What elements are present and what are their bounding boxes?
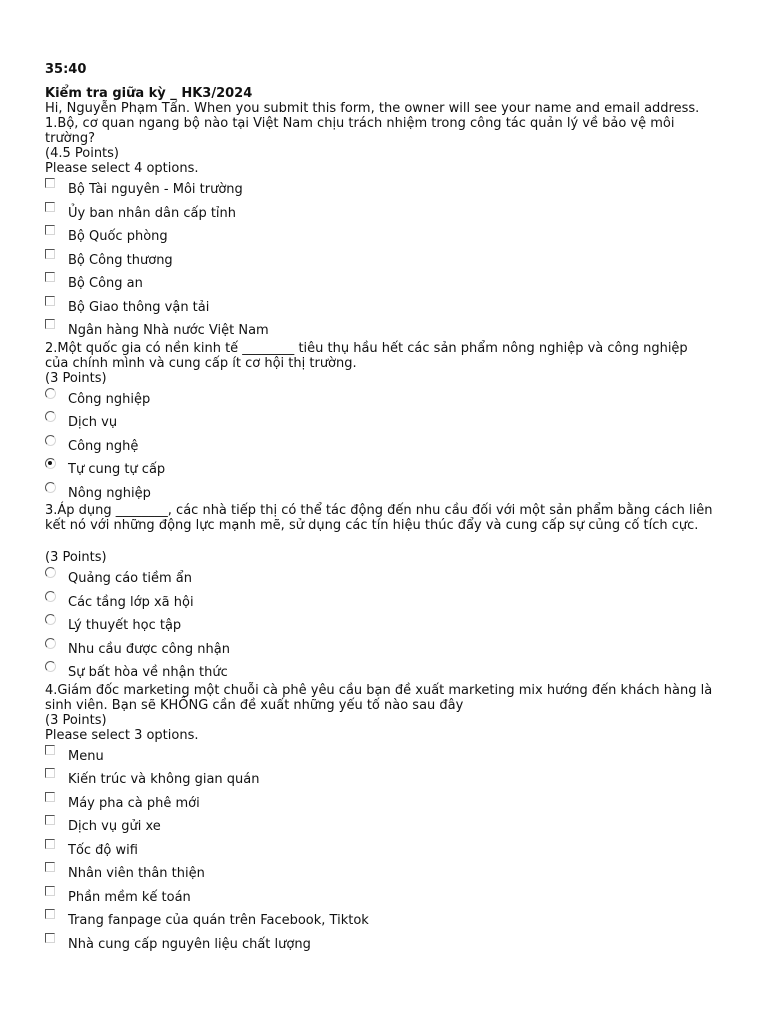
checkbox[interactable] — [45, 862, 55, 872]
radio-button[interactable] — [45, 591, 56, 602]
option-radio[interactable] — [45, 612, 745, 636]
option-label: Công nghiệp — [68, 391, 151, 407]
checkbox[interactable] — [45, 178, 55, 188]
question-points: (3 Points) — [45, 370, 107, 386]
option-radio[interactable] — [45, 659, 745, 683]
option-label: Bộ Giao thông vận tải — [68, 299, 210, 315]
question-points: (3 Points) — [45, 550, 107, 565]
radio-button[interactable] — [45, 411, 56, 422]
question-text-cont: kết nó với những động lực mạnh mẽ, sử dụng các tín hiệu thúc đẩy và cung cấp sự củng cố tích cực. — [45, 518, 699, 533]
question-4 — [45, 683, 745, 955]
option-label: Công nghệ — [68, 438, 139, 454]
option-label: Nhu cầu được công nhận — [68, 641, 230, 657]
option-label: Bộ Tài nguyên - Môi trường — [68, 182, 243, 197]
checkbox[interactable] — [45, 296, 55, 306]
option-label: Máy pha cà phê mới — [68, 795, 200, 811]
option-label: Menu — [68, 748, 104, 764]
option-radio[interactable] — [45, 636, 745, 660]
question-text: 1.Bộ, cơ quan ngang bộ nào tại Việt Nam chịu trách nhiệm trong công tác quản lý về bảo vệ môi — [45, 116, 675, 131]
question-2 — [45, 341, 745, 504]
option-checkbox[interactable] — [45, 884, 745, 908]
radio-button[interactable] — [45, 638, 56, 649]
option-label: Nhân viên thân thiện — [68, 866, 205, 881]
option-radio[interactable] — [45, 433, 745, 457]
checkbox[interactable] — [45, 839, 55, 849]
option-label: Bộ Quốc phòng — [68, 229, 168, 244]
question-1 — [45, 116, 745, 341]
radio-button[interactable] — [45, 482, 56, 493]
checkbox[interactable] — [45, 886, 55, 896]
question-3 — [45, 503, 745, 683]
option-radio[interactable] — [45, 480, 745, 504]
form-title: Kiểm tra giữa kỳ _ HK3/2024 — [45, 86, 253, 101]
option-checkbox[interactable] — [45, 270, 745, 294]
question-points: (4.5 Points) — [45, 146, 120, 161]
option-checkbox[interactable] — [45, 860, 745, 884]
checkbox[interactable] — [45, 319, 55, 329]
radio-button[interactable] — [45, 435, 56, 446]
checkbox[interactable] — [45, 272, 55, 282]
radio-button[interactable] — [45, 567, 56, 578]
option-checkbox[interactable] — [45, 200, 745, 224]
question-text-cont: trường? — [45, 131, 96, 146]
checkbox[interactable] — [45, 745, 55, 755]
option-label: Nhà cung cấp nguyên liệu chất lượng — [68, 936, 311, 952]
question-text-cont: của chính mình và cung cấp ít cơ hội thị trường. — [45, 355, 357, 371]
option-label: Tự cung tự cấp — [68, 462, 166, 477]
option-label: Các tầng lớp xã hội — [68, 594, 194, 610]
option-label: Bộ Công an — [68, 276, 143, 291]
option-label: Ủy ban nhân dân cấp tỉnh — [68, 205, 237, 221]
checkbox[interactable] — [45, 249, 55, 259]
question-text: 4.Giám đốc marketing một chuỗi cà phê yêu cầu bạn đề xuất marketing mix hướng đến khách hàng là — [45, 682, 713, 698]
option-checkbox[interactable] — [45, 813, 745, 837]
checkbox[interactable] — [45, 792, 55, 802]
question-points: (3 Points) — [45, 712, 107, 728]
option-checkbox[interactable] — [45, 790, 745, 814]
option-radio[interactable] — [45, 456, 745, 480]
option-checkbox[interactable] — [45, 317, 745, 341]
option-label: Tốc độ wifi — [68, 842, 138, 858]
option-radio[interactable] — [45, 589, 745, 613]
option-label: Trang fanpage của quán trên Facebook, Tiktok — [68, 913, 369, 928]
option-radio[interactable] — [45, 409, 745, 433]
option-checkbox[interactable] — [45, 766, 745, 790]
option-radio[interactable] — [45, 565, 745, 589]
option-checkbox[interactable] — [45, 223, 745, 247]
option-label: Quảng cáo tiềm ẩn — [68, 571, 192, 586]
checkbox[interactable] — [45, 768, 55, 778]
option-checkbox[interactable] — [45, 294, 745, 318]
radio-button-selected[interactable] — [45, 458, 56, 469]
option-checkbox[interactable] — [45, 743, 745, 767]
option-label: Dịch vụ — [68, 415, 118, 430]
checkbox[interactable] — [45, 202, 55, 212]
checkbox[interactable] — [45, 909, 55, 919]
option-checkbox[interactable] — [45, 837, 745, 861]
option-label: Sự bất hòa về nhận thức — [68, 665, 228, 680]
option-radio[interactable] — [45, 386, 745, 410]
question-text: 2.Một quốc gia có nền kinh tế ________ tiêu thụ hầu hết các sản phẩm nông nghiệp và công nghiệp — [45, 340, 688, 356]
option-checkbox[interactable] — [45, 907, 745, 931]
question-instruction: Please select 3 options. — [45, 727, 199, 743]
option-label: Kiến trúc và không gian quán — [68, 772, 260, 787]
question-text-cont: sinh viên. Bạn sẽ KHÔNG cần đề xuất những yếu tố nào sau đây — [45, 697, 464, 713]
radio-button[interactable] — [45, 388, 56, 399]
radio-button[interactable] — [45, 661, 56, 672]
radio-button[interactable] — [45, 614, 56, 625]
spacer — [45, 533, 745, 550]
quiz-page — [45, 62, 745, 954]
checkbox[interactable] — [45, 225, 55, 235]
option-label: Lý thuyết học tập — [68, 618, 182, 633]
option-label: Ngân hàng Nhà nước Việt Nam — [68, 323, 269, 338]
option-checkbox[interactable] — [45, 931, 745, 955]
option-label: Nông nghiệp — [68, 485, 151, 501]
option-label: Dịch vụ gửi xe — [68, 819, 161, 834]
question-instruction: Please select 4 options. — [45, 161, 199, 176]
option-checkbox[interactable] — [45, 247, 745, 271]
identity-notice: Hi, Nguyễn Phạm Tấn. When you submit this form, the owner will see your name and email address. — [45, 101, 700, 116]
countdown-timer: 35:40 — [45, 62, 87, 77]
option-label: Phần mềm kế toán — [68, 889, 191, 905]
checkbox[interactable] — [45, 933, 55, 943]
question-text: 3.Áp dụng ________, các nhà tiếp thị có thể tác động đến nhu cầu đối với một sản phẩm bằng cách liên — [45, 503, 713, 518]
option-label: Bộ Công thương — [68, 252, 173, 268]
checkbox[interactable] — [45, 815, 55, 825]
option-checkbox[interactable] — [45, 176, 745, 200]
